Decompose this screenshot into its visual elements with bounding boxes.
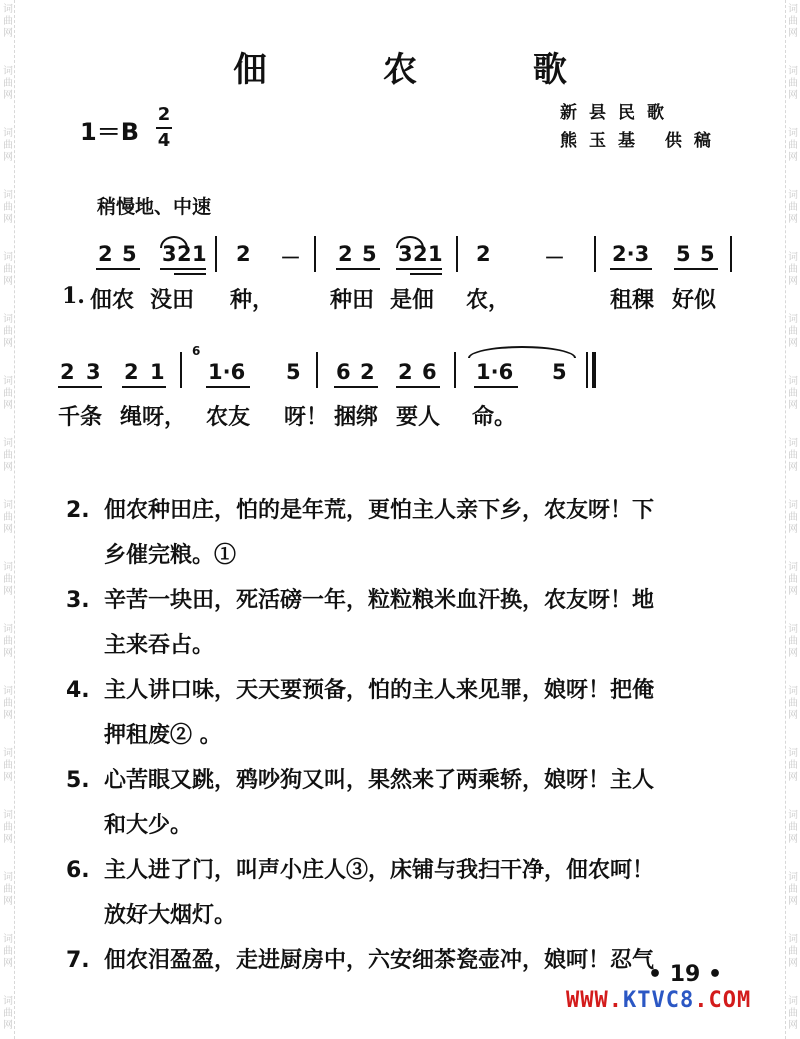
- verse-2: [66, 488, 746, 533]
- watermark-text: 词 曲 网: [3, 438, 13, 473]
- watermark-text: 词 曲 网: [3, 562, 13, 597]
- note: 2·3: [612, 242, 650, 266]
- watermark-text: 词 曲 网: [788, 748, 798, 783]
- watermark-text: 词 曲 网: [3, 748, 13, 783]
- watermark-text: 词 曲 网: [3, 4, 13, 39]
- watermark-text: 词 曲 网: [788, 128, 798, 163]
- underline: [122, 386, 166, 388]
- tempo-marking: 稍慢地、中速: [97, 196, 212, 218]
- verse-5-cont: 和大少。: [104, 812, 193, 838]
- watermark-text: 词 曲 网: [3, 686, 13, 721]
- underline: [334, 386, 378, 388]
- final-barline-thick: [592, 352, 596, 388]
- watermark-text: 词 曲 网: [788, 686, 798, 721]
- lyric: 没田: [150, 287, 195, 313]
- verse-number: 4.: [66, 678, 90, 703]
- lyric: 租稞: [610, 287, 655, 313]
- watermark-text: 词 曲 网: [3, 314, 13, 349]
- note: 2: [98, 242, 113, 266]
- time-signature: [152, 104, 176, 152]
- barline: [314, 236, 316, 272]
- verse-list: [66, 488, 746, 983]
- lyric: 佃农: [90, 287, 135, 313]
- watermark-text: 词 曲 网: [788, 562, 798, 597]
- watermark-text: 词 曲 网: [3, 500, 13, 535]
- note: 3: [86, 360, 101, 384]
- note: 2: [360, 360, 375, 384]
- note: 5: [362, 242, 377, 266]
- underline: [396, 386, 440, 388]
- watermark-text: 词 曲 网: [788, 190, 798, 225]
- meter-top: 2: [157, 104, 171, 125]
- verse-4: [66, 668, 746, 713]
- underline: [174, 273, 206, 275]
- watermark-text: 词 曲 网: [3, 252, 13, 287]
- watermark-text: 词 曲 网: [788, 252, 798, 287]
- verse-3: [66, 578, 746, 623]
- meter-line: [156, 127, 172, 129]
- lyric: 绳呀，: [120, 404, 187, 430]
- note: 2: [476, 242, 491, 266]
- site-watermark: [566, 988, 751, 1013]
- note: 6: [422, 360, 437, 384]
- lyric: 种，: [230, 287, 275, 313]
- dash: －: [544, 246, 565, 270]
- verse-text: 辛苦一块田，死活磅一年，粒粒粮米血汗换，农友呀！地: [104, 587, 655, 613]
- note: 5: [700, 242, 715, 266]
- note: 1: [192, 242, 207, 266]
- verse-number: 2.: [66, 498, 90, 523]
- verse-5: [66, 758, 746, 803]
- note: 2: [413, 242, 428, 266]
- note: 6: [336, 360, 351, 384]
- watermark-text: 词 曲 网: [3, 376, 13, 411]
- verse-text: 主人讲口味，天天要预备，怕的主人来见罪，娘呀！把俺: [104, 677, 655, 703]
- watermark-text: 词 曲 网: [3, 996, 13, 1031]
- watermark-text: 词 曲 网: [788, 500, 798, 535]
- grace-note: 6: [192, 344, 201, 358]
- site-part-3: .COM: [694, 988, 752, 1013]
- meter-bottom: 4: [157, 130, 171, 151]
- watermark-text: 词 曲 网: [788, 934, 798, 969]
- verse-number: 6.: [66, 858, 90, 883]
- verse-text: 佃农种田庄，怕的是年荒，更怕主人亲下乡，农友呀！下: [104, 497, 655, 523]
- note: 2: [60, 360, 75, 384]
- watermark-text: 词 曲 网: [3, 128, 13, 163]
- underline: [610, 268, 652, 270]
- barline: [180, 352, 182, 388]
- underline: [474, 386, 518, 388]
- underline: [336, 268, 380, 270]
- note: 3: [162, 242, 177, 266]
- watermark-text: 词 曲 网: [3, 190, 13, 225]
- credit-contributor: 熊玉基 供稿: [560, 131, 723, 151]
- verse-3-cont: 主来吞占。: [104, 632, 215, 658]
- underline: [160, 268, 206, 270]
- barline: [730, 236, 732, 272]
- lyric: 呀！: [284, 404, 329, 430]
- underline: [410, 273, 442, 275]
- verse-text: 佃农泪盈盈，走进厨房中，六安细茶瓷壶冲，娘呵！忍气: [104, 947, 655, 973]
- verse-text: 心苦眼又跳，鸦吵狗又叫，果然来了两乘轿，娘呀！主人: [104, 767, 655, 793]
- note: 2: [338, 242, 353, 266]
- lyric-verse-number: 1.: [62, 283, 85, 309]
- note: 2: [124, 360, 139, 384]
- note: 2: [236, 242, 251, 266]
- watermark-text: 词 曲 网: [788, 438, 798, 473]
- lyric: 命。: [472, 404, 517, 430]
- barline: [215, 236, 217, 272]
- verse-2-cont: 乡催完粮。①: [104, 542, 237, 568]
- verse-4-cont: 押租废② 。: [104, 722, 222, 748]
- verse-number: 7.: [66, 948, 90, 973]
- watermark-text: 词 曲 网: [788, 624, 798, 659]
- site-part-2: KTVC8: [622, 988, 695, 1013]
- score-line-2: [58, 346, 708, 406]
- note: 1: [150, 360, 165, 384]
- verse-number: 5.: [66, 768, 90, 793]
- watermark-text: 词 曲 网: [788, 314, 798, 349]
- note: 5: [286, 360, 301, 384]
- note: 5: [122, 242, 137, 266]
- note: 2: [398, 360, 413, 384]
- credit-origin: 新县民歌: [560, 103, 676, 123]
- lyric: 种田: [330, 287, 375, 313]
- barline: [454, 352, 456, 388]
- watermark-text: 词 曲 网: [788, 810, 798, 845]
- watermark-text: 词 曲 网: [3, 624, 13, 659]
- note: 5: [552, 360, 567, 384]
- note: 1·6: [208, 360, 246, 384]
- barline: [316, 352, 318, 388]
- underline: [96, 268, 140, 270]
- lyric: 好似: [672, 287, 717, 313]
- underline: [58, 386, 102, 388]
- watermark-text: 词 曲 网: [788, 376, 798, 411]
- barline: [594, 236, 596, 272]
- note: 1: [428, 242, 443, 266]
- lyric: 捆绑: [334, 404, 379, 430]
- verse-number: 3.: [66, 588, 90, 613]
- final-barline-thin: [586, 352, 588, 388]
- note: 2: [177, 242, 192, 266]
- note: 5: [676, 242, 691, 266]
- watermark-text: 词 曲 网: [3, 872, 13, 907]
- note: 1·6: [476, 360, 514, 384]
- underline: [396, 268, 442, 270]
- watermark-text: 词 曲 网: [3, 810, 13, 845]
- lyric: 要人: [396, 404, 441, 430]
- underline: [206, 386, 250, 388]
- watermark-text: 词 曲 网: [788, 996, 798, 1031]
- watermark-text: 词 曲 网: [3, 66, 13, 101]
- verse-6-cont: 放好大烟灯。: [104, 902, 237, 928]
- barline: [456, 236, 458, 272]
- lyric: 农，: [466, 287, 511, 313]
- key-signature: 1＝B: [80, 118, 139, 146]
- lyric: 是佃: [390, 287, 435, 313]
- slur: [468, 346, 576, 358]
- dash: －: [280, 246, 301, 270]
- lyric: 农友: [206, 404, 251, 430]
- lyric: 千条: [58, 404, 103, 430]
- watermark-text: 词 曲 网: [788, 66, 798, 101]
- song-title: 佃 农 歌: [233, 50, 619, 90]
- verse-text: 主人进了门，叫声小庄人③，床铺与我扫干净，佃农呵！: [104, 857, 655, 883]
- watermark-text: 词 曲 网: [788, 872, 798, 907]
- watermark-text: 词 曲 网: [788, 4, 798, 39]
- note: 3: [398, 242, 413, 266]
- watermark-text: 词 曲 网: [3, 934, 13, 969]
- verse-7: [66, 938, 746, 983]
- site-part-1: WWW.: [566, 988, 623, 1013]
- underline: [674, 268, 718, 270]
- verse-6: [66, 848, 746, 893]
- page-number: • 19 •: [648, 962, 723, 987]
